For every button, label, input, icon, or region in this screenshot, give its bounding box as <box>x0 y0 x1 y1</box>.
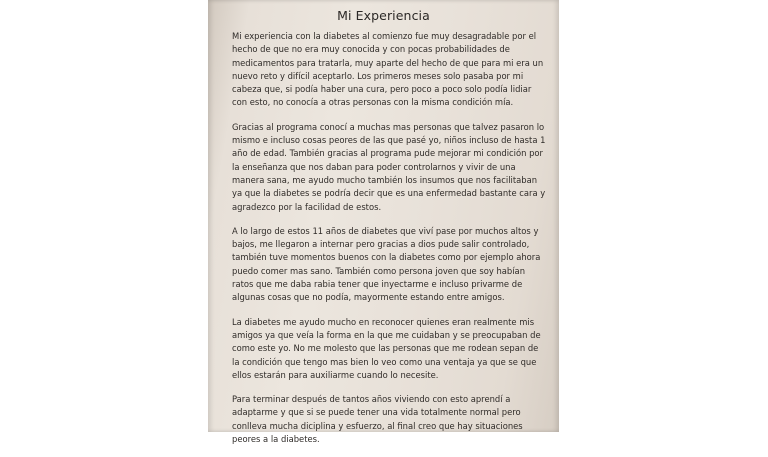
text-line: cabeza que, si podía haber una cura, pero poco a poco solo podía lidiar <box>232 84 532 95</box>
text-line: Para terminar después de tantos años viviendo con esto aprendí a <box>232 394 511 405</box>
text-line: Gracias al programa conocí a muchas mas personas que talvez pasaron lo <box>232 121 545 132</box>
text-line: año de edad. También gracias al programa pude mejorar mi condición por <box>232 148 543 159</box>
paragraph <box>232 225 550 305</box>
text-line: peores a la diabetes. <box>232 434 320 445</box>
text-line: con esto, no conocía a otras personas con la misma condición mía. <box>232 97 514 108</box>
text-line: adaptarme y que si se puede tener una vida totalmente normal pero <box>232 407 521 418</box>
text-line: bajos, me llegaron a internar pero gracias a dios pude salir controlado, <box>232 239 530 250</box>
text-line: manera sana, me ayudo mucho también los insumos que nos facilitaban <box>232 174 538 185</box>
document-body <box>232 30 550 457</box>
paper-sheet <box>208 0 559 445</box>
text-line: también tuve momentos buenos con la diabetes como por ejemplo ahora <box>232 252 541 263</box>
text-line: la enseñanza que nos daban para poder controlarnos y vivir de una <box>232 161 516 172</box>
paragraph <box>232 393 550 446</box>
text-line: medicamentos para tratarla, muy aparte del hecho de que para mi era un <box>232 57 544 68</box>
text-line: conlleva mucha diciplina y esfuerzo, al final creo que hay situaciones <box>232 420 523 431</box>
text-line: A lo largo de estos 11 años de diabetes que viví pase por muchos altos y <box>232 225 539 236</box>
paragraph <box>232 30 550 110</box>
text-line: la condición que tengo mas bien lo veo como una ventaja ya que se que <box>232 356 537 367</box>
document-title: Mi Experiencia <box>337 8 430 23</box>
text-line: ya que la diabetes se podría decir que es una enfermedad bastante cara y <box>232 188 546 199</box>
text-line: La diabetes me ayudo mucho en reconocer quienes eran realmente mis <box>232 316 535 327</box>
text-line: como este yo. No me molesto que las personas que me rodean sepan de <box>232 343 539 354</box>
text-line: hecho de que no era muy conocida y con pocas probabilidades de <box>232 44 510 55</box>
text-line: algunas cosas que no podía, mayormente estando entre amigos. <box>232 292 505 303</box>
text-line: nuevo reto y difícil aceptarlo. Los primeros meses solo pasaba por mi <box>232 70 524 81</box>
text-line: amigos ya que veía la forma en la que me cuidaban y se preocupaban de <box>232 329 541 340</box>
text-line: ratos que me daba rabia tener que inyectarme e incluso privarme de <box>232 279 523 290</box>
text-line: agradezco por la facilidad de estos. <box>232 201 382 212</box>
text-line: Mi experiencia con la diabetes al comienzo fue muy desagradable por el <box>232 31 537 41</box>
paragraph <box>232 121 550 214</box>
text-line: puedo comer mas sano. También como persona joven que soy habían <box>232 265 525 276</box>
text-line: ellos estarán para auxiliarme cuando lo necesite. <box>232 369 439 380</box>
paragraph <box>232 316 550 382</box>
text-line: mismo e incluso cosas peores de las que pasé yo, niños incluso de hasta 1 <box>232 135 546 146</box>
